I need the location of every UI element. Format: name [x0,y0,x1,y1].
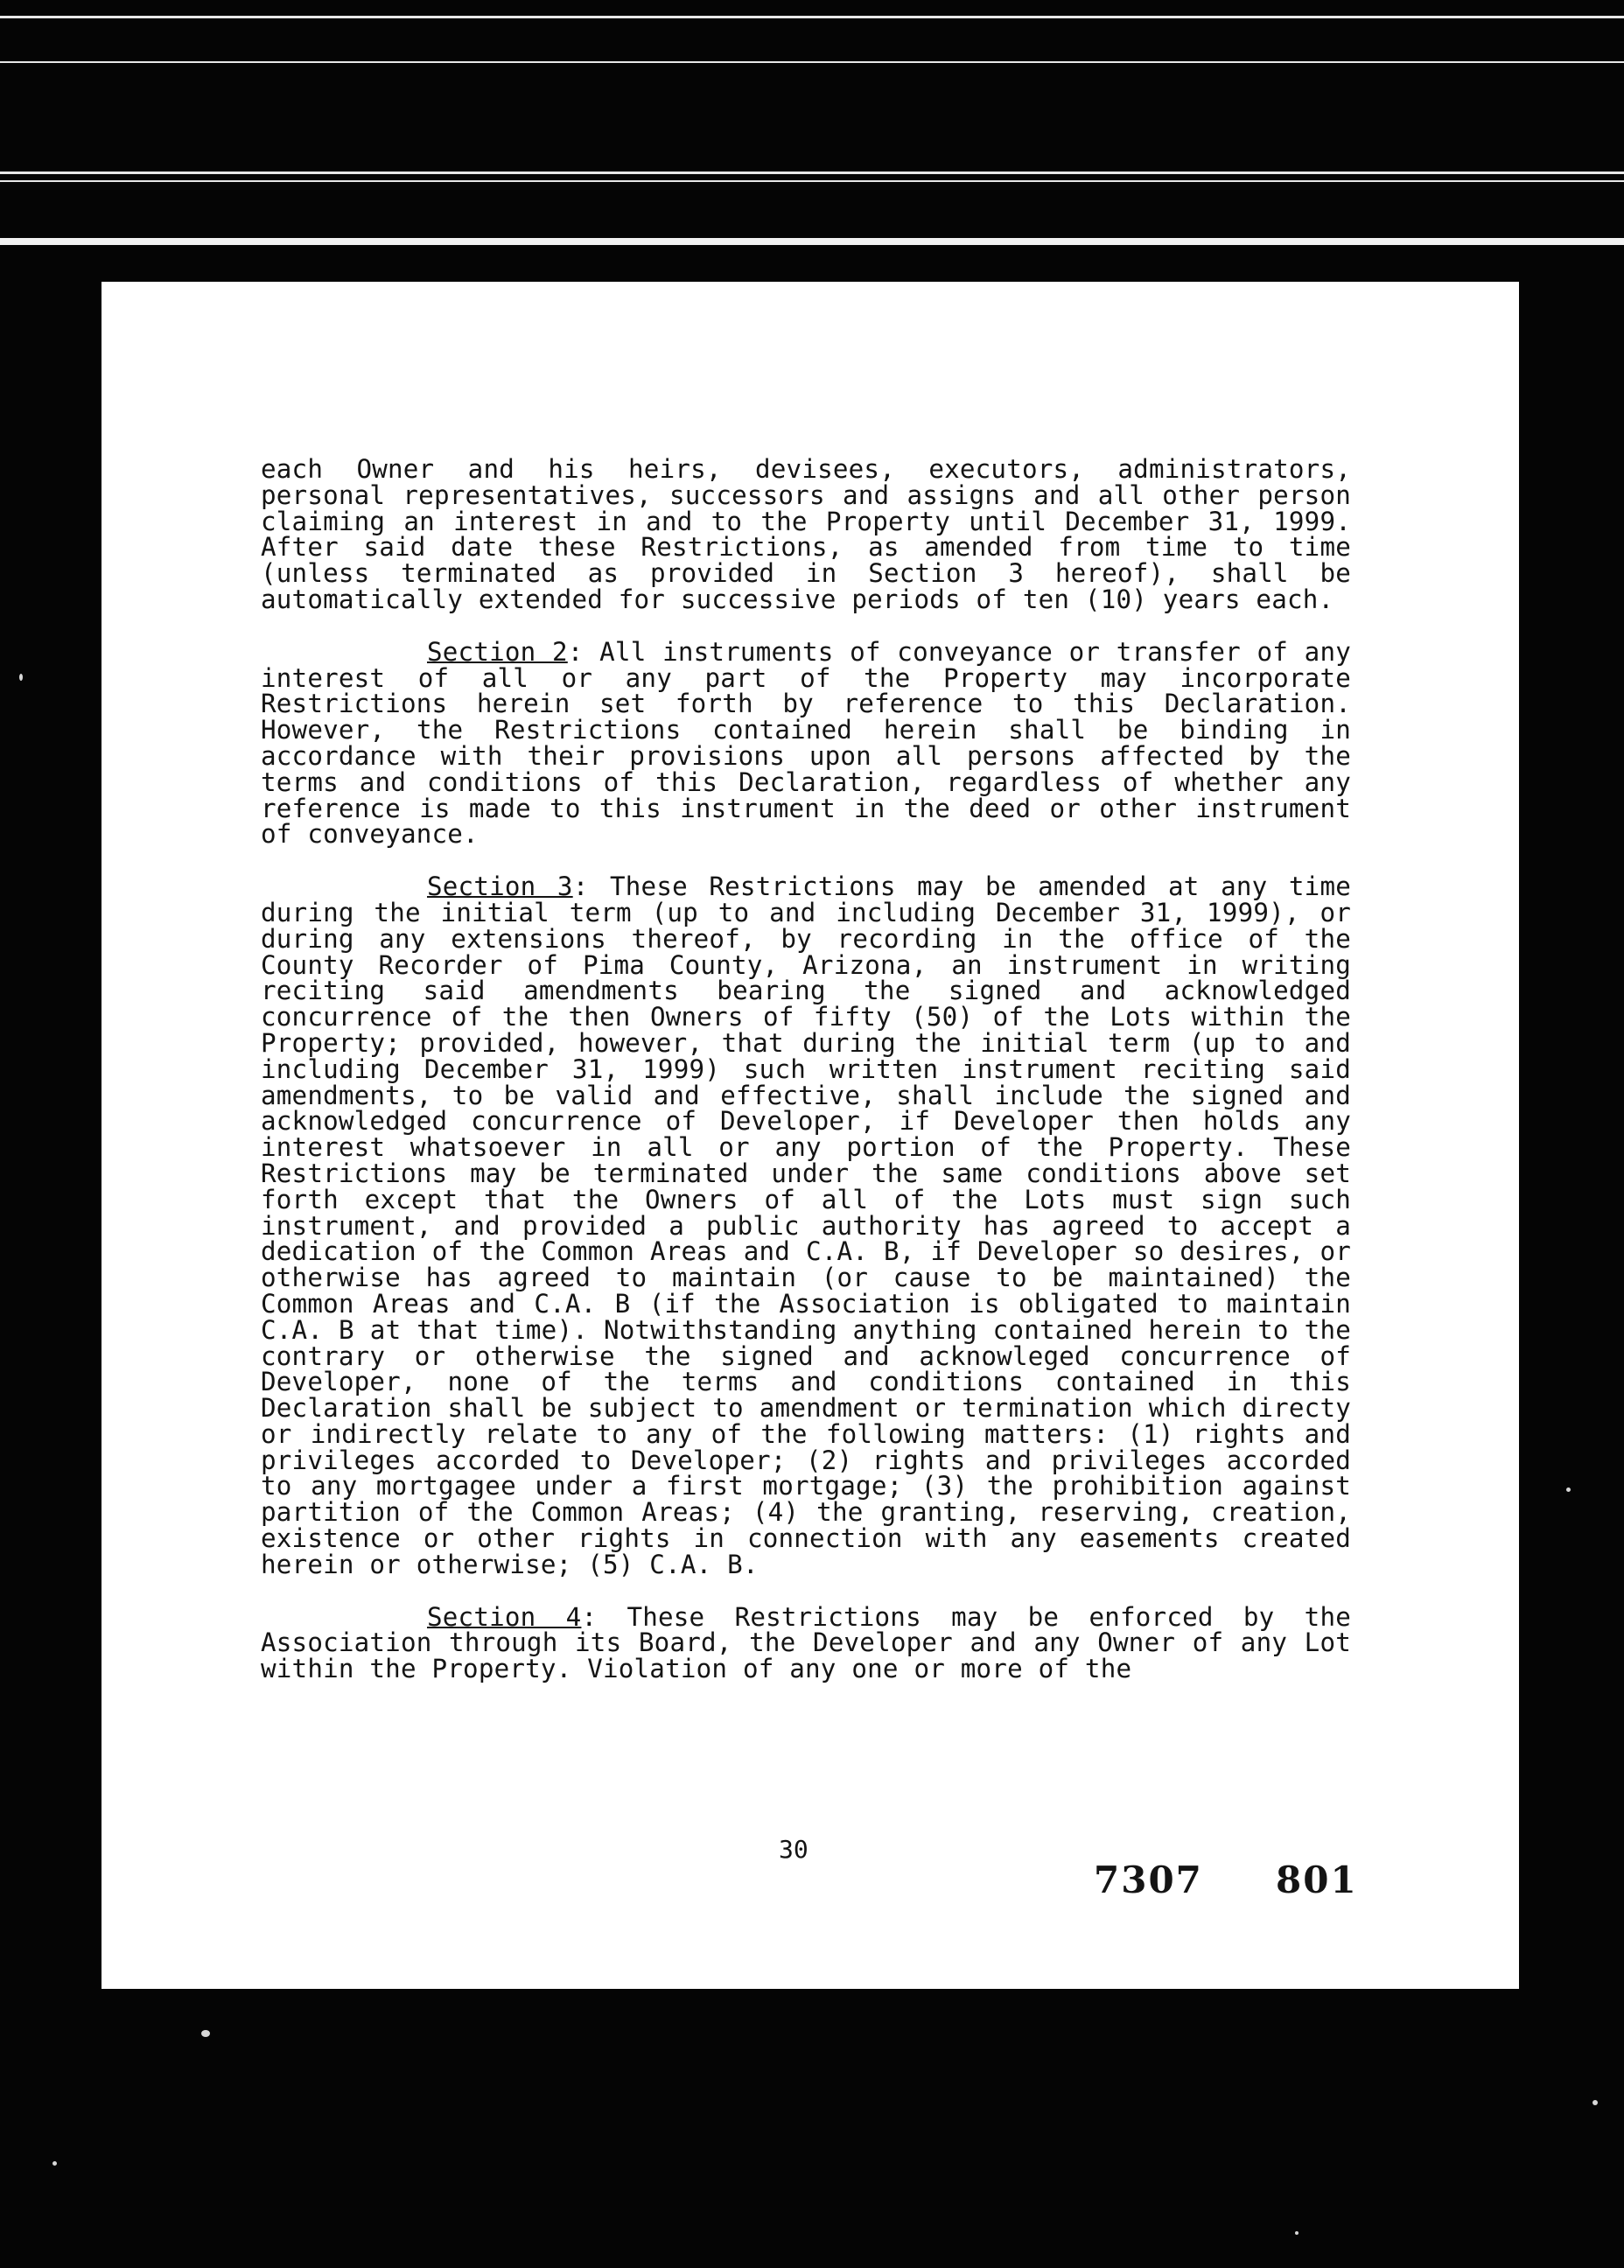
section-heading: Section 2 [427,636,568,667]
scan-line-top [0,16,1624,18]
paragraph-text: each Owner and his heirs, devisees, executors, administrators, personal representatives, successors and assigns and all other person claiming an interest in and to the Property until December 31, 1999. After said date these Restrictions, as amended from time to time (unless terminated as provided in Section 3 hereof), shall be automatically extended for successive periods of ten (10) years each. [261,454,1351,614]
section-heading: Section 3 [427,872,573,902]
paragraph-text: : These Restrictions may be enforced by the Association through its Board, the Developer and any Owner of any Lot within the Property. Violation of any one or more of the [261,1601,1351,1684]
scan-line [0,172,1624,174]
scan-speck [1295,2231,1298,2235]
paragraph-section-4 [261,1601,1351,1684]
scan-speck [52,2161,57,2166]
recording-page-number: 801 [1276,1858,1358,1901]
scan-speck [201,2030,210,2037]
scan-speck [1566,1488,1571,1492]
document-body [261,454,1351,1709]
scan-speck [1592,2100,1598,2105]
page-number: 30 [779,1835,808,1864]
paragraph-section-3 [261,874,1351,1578]
scan-line [0,61,1624,63]
document-page [102,282,1519,1989]
scan-line [0,180,1624,182]
paragraph-text: : These Restrictions may be amended at any time during the initial term (up to and including December 31, 1999), or during any extensions thereof, by recording in the office of the County Recorder of Pima County, Arizona, an instrument in writing reciting said amendments bearing the signed and acknowledged concurrence of the then Owners of fifty (50) of the Lots within the Property; provided, however, that during the initial term (up to and including December 31, 1999) such written instrument reciting said amendments, to be valid and effective, shall include the signed and acknowledged concurrence of Developer, if Developer then holds any interest whatsoever in all or any portion of the Property. These Restrictions may be terminated under the same conditions above set forth except that the Owners of all of the Lots must sign such instrument, and provided a public authority has agreed to accept a dedication of the Common Areas and C.A. B, if Developer so desires, or otherwise has agreed to maintain (or cause to be maintained) the Common Areas and C.A. B (if the Association is obligated to maintain C.A. B at that time). Notwithstanding anything contained herein to the contrary or otherwise the signed and acknowleged concurrence of Developer, none of the terms and conditions contained in this Declaration shall be subject to amendment or termination which directy or indirectly relate to any of the following matters: (1) rights and privileges accorded to Developer; (2) rights and privileges accorded to any mortgagee under a first mortgage; (3) the prohibition against partition of the Common Areas; (4) the granting, reserving, creation, existence or other rights in connection with any easements created herein or otherwise; (5) C.A. B. [261,872,1351,1579]
paragraph-continuation [261,454,1351,614]
paragraph-section-2 [261,636,1351,850]
paragraph-text: : All instruments of conveyance or transfer of any interest of all or any part of the Property may incorporate Restrictions herein set forth by reference to this Declaration. However, the Restrictions contained herein shall be binding in accordance with their provisions upon all persons affected by the terms and conditions of this Declaration, regardless of whether any reference is made to this instrument in the deed or other instrument of conveyance. [261,636,1351,850]
scan-speck [19,674,23,681]
scan-line [0,238,1624,245]
recording-book-number: 7307 [1094,1858,1203,1901]
section-heading: Section 4 [427,1601,582,1632]
